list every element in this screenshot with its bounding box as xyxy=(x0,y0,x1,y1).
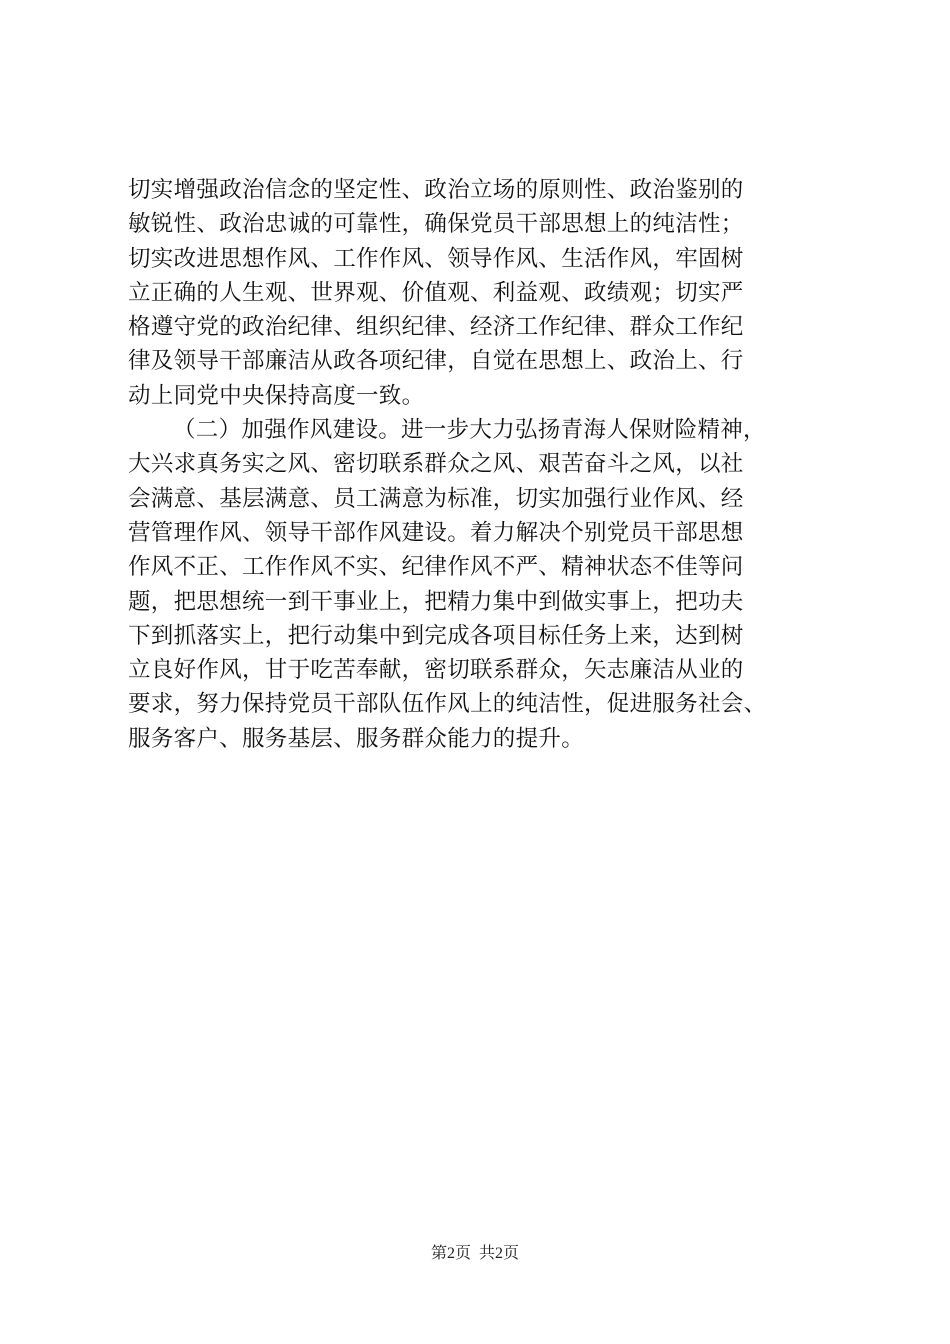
text-line: 格遵守党的政治纪律、组织纪律、经济工作纪律、群众工作纪 xyxy=(128,314,744,341)
text-line: 立正确的人生观、世界观、价值观、利益观、政绩观；切实严 xyxy=(128,279,744,306)
text-line: 立良好作风，甘于吃苦奉献，密切联系群众，矢志廉洁从业的 xyxy=(128,657,744,684)
page-footer xyxy=(0,1244,950,1264)
text-line: 题，把思想统一到干事业上，把精力集中到做实事上，把功夫 xyxy=(128,588,744,615)
text-line: 会满意、基层满意、员工满意为标准，切实加强行业作风、经 xyxy=(128,485,744,512)
text-line: 下到抓落实上，把行动集中到完成各项目标任务上来，达到树 xyxy=(128,622,744,649)
text-line: 切实增强政治信念的坚定性、政治立场的原则性、政治鉴别的 xyxy=(128,177,744,203)
text-line: 切实改进思想作风、工作作风、领导作风、生活作风，牢固树 xyxy=(128,245,744,272)
text-line: 要求，努力保持党员干部队伍作风上的纯洁性，促进服务社会、 xyxy=(128,691,767,718)
text-line: 大兴求真务实之风、密切联系群众之风、艰苦奋斗之风，以社 xyxy=(128,451,744,478)
paragraph-first-line: （二）加强作风建设。进一步大力弘扬青海人保财险精神， xyxy=(173,417,766,444)
text-line: 律及领导干部廉洁从政各项纪律，自觉在思想上、政治上、行 xyxy=(128,348,744,375)
text-line: 敏锐性、政治忠诚的可靠性，确保党员干部思想上的纯洁性； xyxy=(128,211,744,238)
text-line: 作风不正、工作作风不实、纪律作风不严、精神状态不佳等问 xyxy=(128,554,744,581)
body-text xyxy=(128,173,848,756)
text-line: 服务客户、服务基层、服务群众能力的提升。 xyxy=(128,725,585,752)
text-line: 营管理作风、领导干部作风建设。着力解决个别党员干部思想 xyxy=(128,519,744,546)
page-number-label: 第2页 共2页 xyxy=(430,1245,519,1262)
text-line: 动上同党中央保持高度一致。 xyxy=(128,382,425,409)
